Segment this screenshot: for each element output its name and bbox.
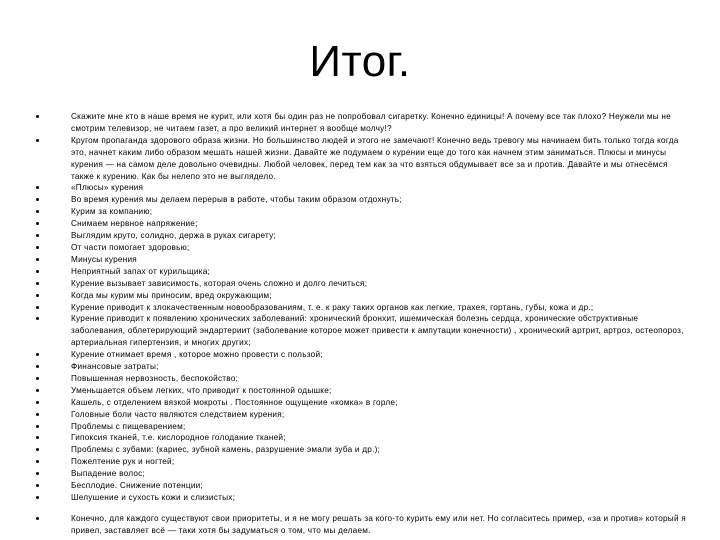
list-item: «Плюсы» курения: [0, 182, 720, 194]
list-item: Скажите мне кто в наше время не курит, или хотя бы один раз не попробовал сигаретку. Конечно единицы! А почему все так плохо? Неужели мы не смотрим телевизор, не читаем газет, а про великий интернет я вообще молчу!?: [0, 111, 720, 135]
list-item: Пожелтение рук и ногтей;: [0, 456, 720, 468]
list-item: Выпадение волос;: [0, 468, 720, 480]
bullet-list: [0, 111, 720, 537]
list-item: Проблемы с зубами: (кариес, зубной камень, разрушение эмали зуба и др.);: [0, 444, 720, 456]
list-item: Повышенная нервозность, беспокойство;: [0, 373, 720, 385]
slide-title: Итог.: [309, 37, 411, 86]
list-item: Минусы курения: [0, 254, 720, 266]
list-item: Уменьшается объем легких, что приводит к постоянной одышке;: [0, 385, 720, 397]
list-item: Проблемы с пищеварением;: [0, 421, 720, 433]
list-item: Снимаем нервное напряжение;: [0, 218, 720, 230]
list-item: Конечно, для каждого существуют свои приоритеты, и я не могу решать за кого-то курить ему или нет. Но согласитесь пример, «за и против» который я привел, заставляет всё — таки хотя бы задуматься о том, что мы делаем.: [0, 513, 720, 537]
list-item: Кругом пропаганда здорового образа жизни. Но большинство людей и этого не замечают! Конечно ведь тревогу мы начинаем бить только тогда когда это, начнет каким либо образом мешать нашей жизни. Давайте же подумаем о курении еще до того как начнем этим заниматься. Плюсы и минусы курения — на самом деле довольно очевидны. Любой человек, перед тем как за что взяться обдумывает все за и против. Давайте и мы отнесёмся также к курению. Как бы нелепо это не выглядело.: [0, 135, 720, 183]
list-item: Кашель, с отделением вязкой мокроты . Постоянное ощущение «комка» в горле;: [0, 397, 720, 409]
list-item: Когда мы курим мы приносим, вред окружающим;: [0, 290, 720, 302]
list-item: Курение приводит к злокачественным новообразованиям, т. е. к раку таких органов как легкие, трахея, гортань, губы, кожа и др.;: [0, 302, 720, 314]
list-item: Головные боли часто являются следствием курения;: [0, 409, 720, 421]
list-item: Выглядим круто, солидно, держа в руках сигарету;: [0, 230, 720, 242]
list-item: Курение вызывает зависимость, которая очень сложно и долго лечиться;: [0, 278, 720, 290]
list-item: Неприятный запах от курильщика;: [0, 266, 720, 278]
list-item: Гипоксия тканей, т.е. кислородное голодание тканей;: [0, 432, 720, 444]
list-item: Во время курения мы делаем перерыв в работе, чтобы таким образом отдохнуть;: [0, 194, 720, 206]
list-item: Курение приводит к появлению хронических заболеваний: хронический бронхит, ишемическая болезнь сердца, хронические обструктивные заболевания, облетерирующий эндартериит (заболевание которое может привести к ампутации конечности) , хронический артрит, артроз, остеопороз, артериальная гипертензия, и многих других;: [0, 313, 720, 349]
list-item: Курение отнимает время , которое можно провести с пользой;: [0, 349, 720, 361]
list-item: Курим за компанию;: [0, 206, 720, 218]
list-item: Финансовые затраты;: [0, 361, 720, 373]
list-item: От части помогает здоровью;: [0, 242, 720, 254]
list-item: Бесплодие. Снижение потенции;: [0, 480, 720, 492]
list-item: Шелушение и сухость кожи и слизистых;: [0, 492, 720, 504]
